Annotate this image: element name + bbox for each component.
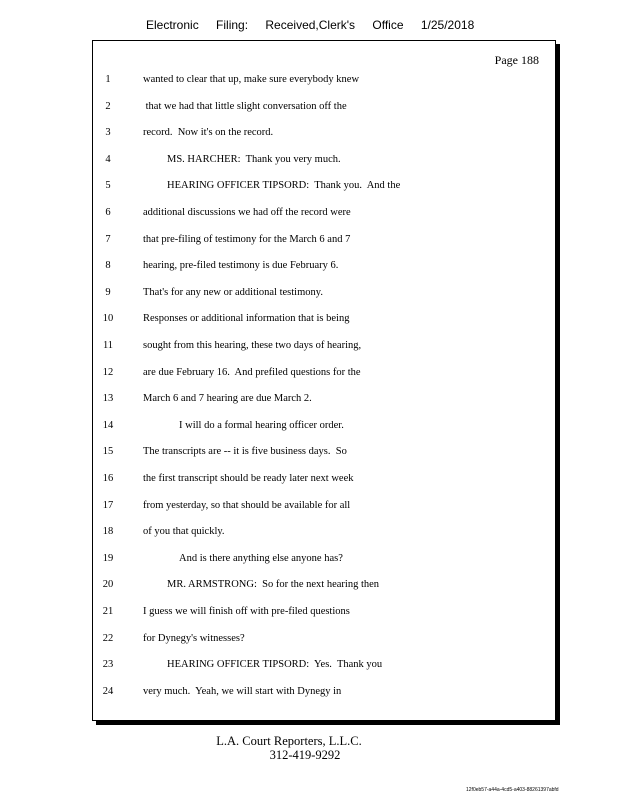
- transcript-line: [93, 444, 555, 460]
- line-text: sought from this hearing, these two days of hearing,: [143, 340, 362, 351]
- line-number: 18: [102, 526, 114, 538]
- reporter-phone: 312-419-9292: [269, 748, 341, 762]
- line-text: I guess we will finish off with pre-filed questions: [143, 606, 350, 617]
- line-text: record. Now it's on the record.: [143, 127, 274, 139]
- line-number: 9: [105, 286, 111, 298]
- line-number: 21: [102, 606, 114, 617]
- line-number: 2: [105, 100, 111, 112]
- line-number: 5: [105, 180, 111, 192]
- transcript-line: [93, 72, 555, 88]
- line-text: MR. ARMSTRONG: So for the next hearing then: [167, 579, 380, 591]
- line-text: Responses or additional information that is being: [143, 313, 350, 325]
- header-office: Office: [372, 18, 404, 32]
- line-text: March 6 and 7 hearing are due March 2.: [143, 393, 312, 405]
- document-id: 12f0eb57-a44a-4cd5-a403-88261397abfd: [466, 787, 559, 793]
- transcript-line: [93, 577, 555, 593]
- header-filing: Filing:: [216, 18, 249, 32]
- transcript-line: [93, 631, 555, 647]
- line-number: 24: [102, 685, 114, 697]
- transcript-line: [93, 657, 555, 673]
- reporter-company: L.A. Court Reporters, L.L.C.: [216, 734, 362, 748]
- header-electronic: Electronic: [146, 18, 199, 32]
- transcript-line: [93, 125, 555, 141]
- transcript-line: [93, 205, 555, 221]
- transcript-line: [93, 418, 555, 434]
- transcript-line: [93, 498, 555, 514]
- line-number: 17: [102, 499, 114, 511]
- line-number: 10: [102, 313, 114, 325]
- transcript-line: [93, 391, 555, 407]
- line-text: MS. HARCHER: Thank you very much.: [167, 153, 341, 165]
- line-number: 20: [102, 579, 114, 591]
- line-number: 11: [102, 340, 114, 351]
- line-text: the first transcript should be ready later next week: [143, 473, 354, 484]
- line-text: for Dynegy's witnesses?: [143, 632, 245, 644]
- line-text: that we had that little slight conversation off the: [143, 100, 347, 112]
- transcript-line: [93, 684, 555, 700]
- transcript-line: [93, 258, 555, 274]
- line-number: 15: [102, 446, 114, 458]
- transcript-line: [93, 99, 555, 115]
- transcript-line: [93, 471, 555, 487]
- line-text: hearing, pre-filed testimony is due February 6.: [143, 260, 339, 272]
- line-text: very much. Yeah, we will start with Dynegy in: [143, 685, 342, 697]
- line-number: 8: [105, 260, 111, 272]
- line-number: 1: [105, 74, 111, 85]
- line-number: 3: [105, 127, 111, 139]
- line-number: 14: [102, 419, 114, 431]
- line-text: That's for any new or additional testimony.: [143, 286, 323, 298]
- page-footer: [0, 734, 618, 762]
- line-text: of you that quickly.: [143, 526, 225, 538]
- line-number: 7: [105, 233, 111, 245]
- line-number: 4: [105, 153, 111, 165]
- line-number: 12: [102, 366, 114, 378]
- transcript-page: [92, 40, 556, 721]
- transcript-line: [93, 152, 555, 168]
- page-number: Page 188: [494, 53, 539, 67]
- header-date: 1/25/2018: [420, 18, 475, 32]
- transcript-line: [93, 551, 555, 567]
- line-text: that pre-filing of testimony for the March 6 and 7: [143, 233, 351, 245]
- line-text: I will do a formal hearing officer order.: [179, 419, 344, 431]
- line-number: 6: [105, 207, 111, 218]
- filing-header: [146, 18, 488, 32]
- line-text: additional discussions we had off the record were: [143, 207, 351, 218]
- transcript-line: [93, 311, 555, 327]
- transcript-line: [93, 232, 555, 248]
- transcript-line: [93, 604, 555, 620]
- transcript-line: [93, 365, 555, 381]
- line-number: 16: [102, 473, 114, 484]
- header-received: Received,Clerk's: [265, 18, 356, 32]
- line-text: HEARING OFFICER TIPSORD: Thank you. And the: [167, 180, 401, 192]
- line-text: And is there anything else anyone has?: [179, 552, 343, 564]
- line-number: 23: [102, 659, 114, 671]
- line-text: are due February 16. And prefiled questions for the: [143, 366, 361, 378]
- transcript-line: [93, 338, 555, 354]
- line-text: wanted to clear that up, make sure everybody knew: [143, 74, 360, 85]
- line-number: 22: [102, 632, 114, 644]
- line-text: HEARING OFFICER TIPSORD: Yes. Thank you: [167, 659, 383, 671]
- line-number: 19: [102, 552, 114, 564]
- line-number: 13: [102, 393, 114, 405]
- transcript-line: [93, 524, 555, 540]
- line-text: The transcripts are -- it is five business days. So: [143, 446, 347, 458]
- line-text: from yesterday, so that should be available for all: [143, 499, 351, 511]
- transcript-line: [93, 178, 555, 194]
- transcript-line: [93, 285, 555, 301]
